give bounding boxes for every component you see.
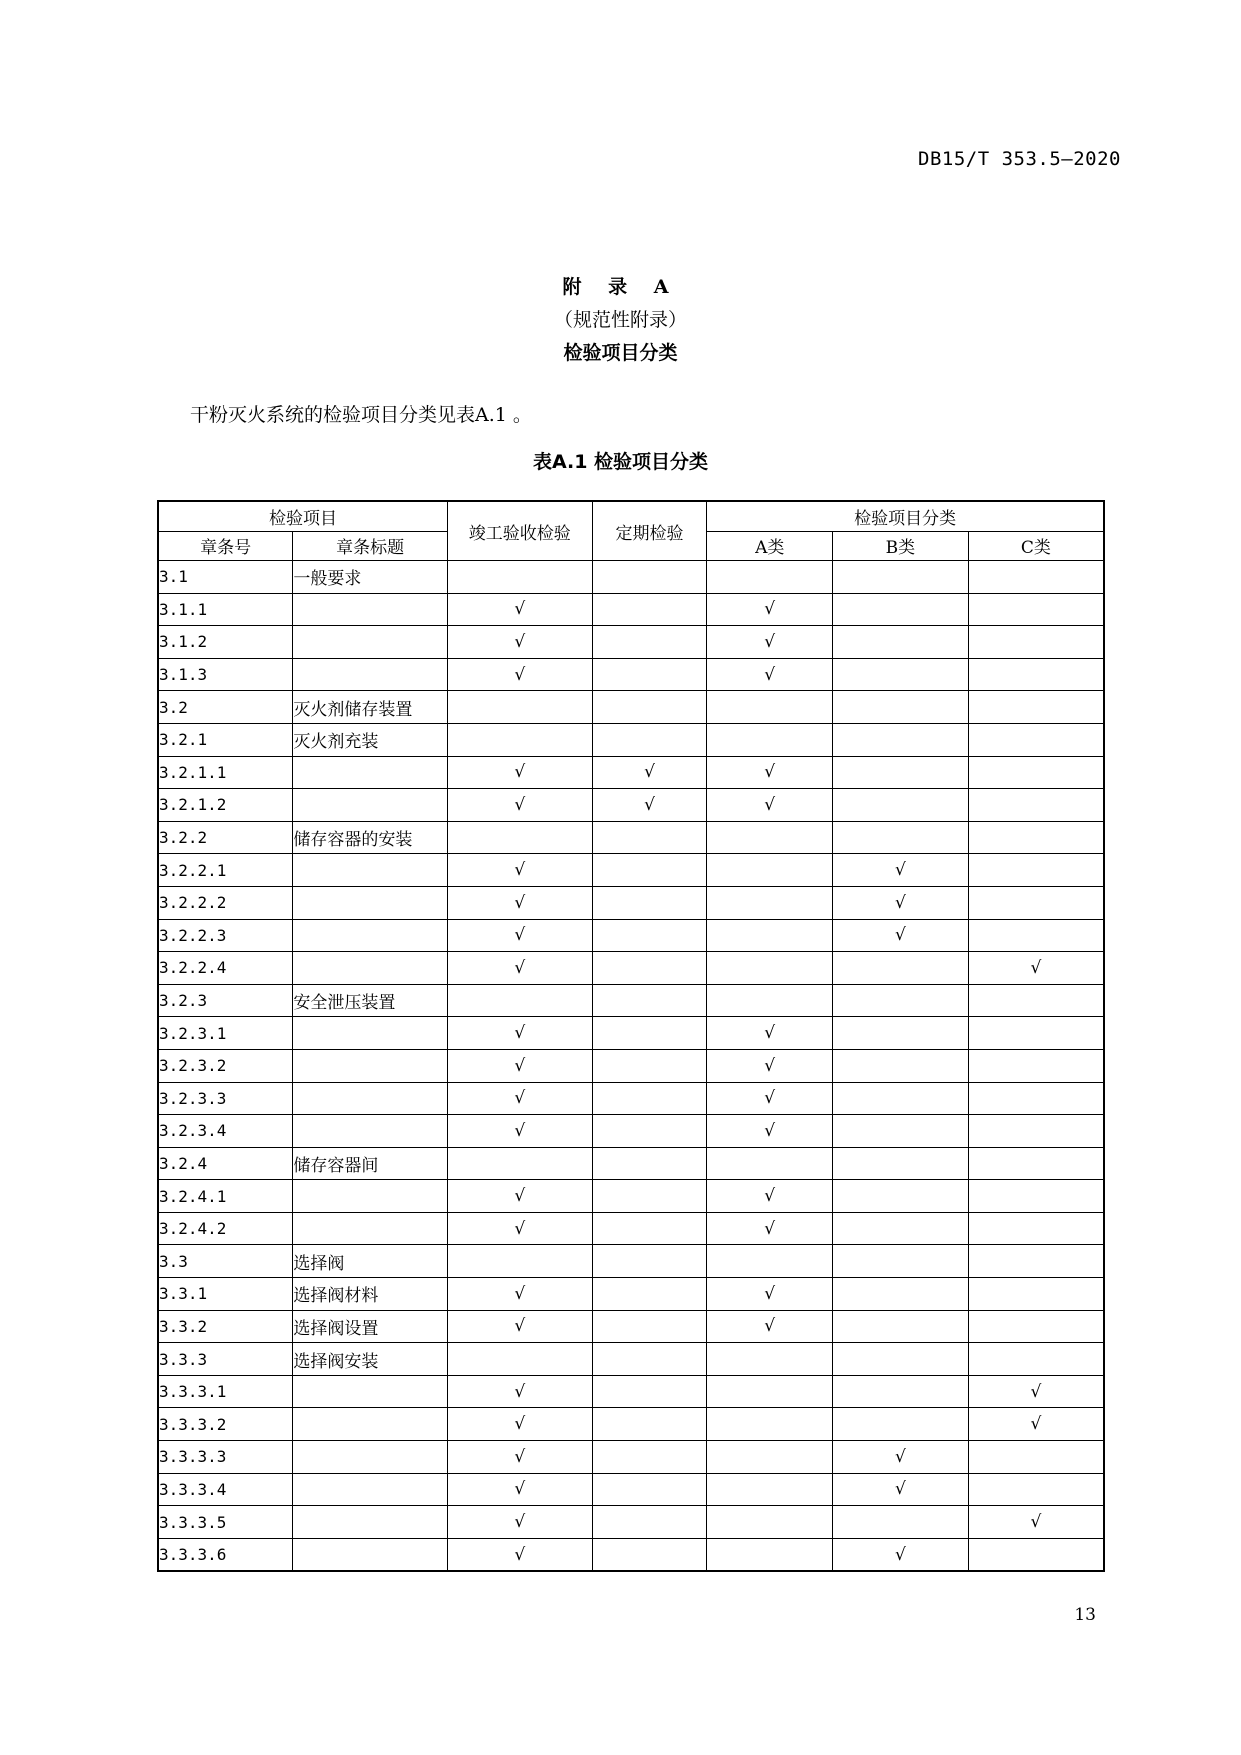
chapter-number-cell: 3.3.3.3: [158, 1441, 293, 1474]
chapter-number-cell: 3.2: [158, 691, 293, 724]
class-b-check-cell: [833, 789, 969, 822]
class-b-check-cell: [833, 1115, 969, 1148]
chapter-title-cell: 储存容器间: [293, 1147, 448, 1180]
completion-check-cell: [447, 561, 592, 594]
class-c-check-cell: [968, 1115, 1104, 1148]
completion-check-cell: √: [447, 658, 592, 691]
class-b-check-cell: [833, 756, 969, 789]
class-c-check-cell: [968, 821, 1104, 854]
class-b-check-cell: [833, 952, 969, 985]
table-row: [158, 789, 1104, 822]
class-a-check-cell: [707, 1506, 833, 1539]
table-row: [158, 952, 1104, 985]
periodic-check-cell: [592, 1441, 707, 1474]
chapter-number-cell: 3.2.1.1: [158, 756, 293, 789]
table-row: [158, 1017, 1104, 1050]
table-row: [158, 1245, 1104, 1278]
completion-check-cell: √: [447, 756, 592, 789]
periodic-check-cell: [592, 658, 707, 691]
table-row: [158, 1441, 1104, 1474]
periodic-check-cell: [592, 626, 707, 659]
class-b-check-cell: √: [833, 919, 969, 952]
table-row: [158, 1180, 1104, 1213]
class-a-check-cell: [707, 952, 833, 985]
class-c-check-cell: [968, 1147, 1104, 1180]
table-row: [158, 854, 1104, 887]
inspection-classification-table: [157, 500, 1105, 1572]
chapter-number-cell: 3.2.1.2: [158, 789, 293, 822]
completion-check-cell: [447, 821, 592, 854]
table-row: [158, 886, 1104, 919]
class-b-check-cell: [833, 723, 969, 756]
header-class-b: B类: [833, 531, 969, 561]
completion-check-cell: √: [447, 1441, 592, 1474]
class-a-check-cell: [707, 1473, 833, 1506]
completion-check-cell: √: [447, 886, 592, 919]
completion-check-cell: [447, 691, 592, 724]
class-b-check-cell: [833, 1212, 969, 1245]
header-chapter-title: 章条标题: [293, 531, 448, 561]
periodic-check-cell: [592, 1180, 707, 1213]
class-c-check-cell: [968, 626, 1104, 659]
class-a-check-cell: [707, 886, 833, 919]
class-a-check-cell: √: [707, 1082, 833, 1115]
class-a-check-cell: [707, 1147, 833, 1180]
completion-check-cell: √: [447, 854, 592, 887]
class-c-check-cell: [968, 691, 1104, 724]
completion-check-cell: √: [447, 789, 592, 822]
class-b-check-cell: [833, 626, 969, 659]
table-row: [158, 658, 1104, 691]
completion-check-cell: √: [447, 1180, 592, 1213]
class-c-check-cell: √: [968, 1408, 1104, 1441]
table-row: [158, 1082, 1104, 1115]
chapter-number-cell: 3.2.2.3: [158, 919, 293, 952]
page-number: 13: [1074, 1605, 1096, 1625]
periodic-check-cell: [592, 1082, 707, 1115]
chapter-number-cell: 3.2.3.3: [158, 1082, 293, 1115]
class-c-check-cell: [968, 756, 1104, 789]
class-c-check-cell: [968, 1441, 1104, 1474]
completion-check-cell: √: [447, 1538, 592, 1571]
class-b-check-cell: [833, 1343, 969, 1376]
class-b-check-cell: √: [833, 1538, 969, 1571]
completion-check-cell: √: [447, 919, 592, 952]
class-b-check-cell: [833, 1049, 969, 1082]
class-a-check-cell: [707, 1408, 833, 1441]
class-b-check-cell: [833, 821, 969, 854]
periodic-check-cell: [592, 691, 707, 724]
periodic-check-cell: [592, 593, 707, 626]
class-c-check-cell: [968, 984, 1104, 1017]
header-item-classification: 检验项目分类: [707, 501, 1104, 531]
chapter-title-cell: 选择阀安装: [293, 1343, 448, 1376]
class-b-check-cell: [833, 1278, 969, 1311]
header-class-c: C类: [968, 531, 1104, 561]
completion-check-cell: [447, 1245, 592, 1278]
chapter-title-cell: [293, 1180, 448, 1213]
table-caption: 表A.1 检验项目分类: [532, 451, 709, 473]
completion-check-cell: [447, 1147, 592, 1180]
table-row: [158, 1278, 1104, 1311]
chapter-title-cell: 灭火剂充装: [293, 723, 448, 756]
periodic-check-cell: √: [592, 756, 707, 789]
chapter-number-cell: 3.2.4: [158, 1147, 293, 1180]
class-b-check-cell: [833, 691, 969, 724]
chapter-title-cell: 选择阀: [293, 1245, 448, 1278]
class-a-check-cell: √: [707, 1017, 833, 1050]
chapter-title-cell: [293, 1473, 448, 1506]
chapter-number-cell: 3.2.3.4: [158, 1115, 293, 1148]
class-c-check-cell: [968, 561, 1104, 594]
table-row: [158, 821, 1104, 854]
appendix-heading: 检验项目分类: [563, 342, 678, 364]
completion-check-cell: [447, 1343, 592, 1376]
class-a-check-cell: √: [707, 756, 833, 789]
chapter-title-cell: [293, 1441, 448, 1474]
class-a-check-cell: [707, 854, 833, 887]
periodic-check-cell: [592, 1538, 707, 1571]
class-c-check-cell: [968, 1017, 1104, 1050]
chapter-title-cell: 储存容器的安装: [293, 821, 448, 854]
periodic-check-cell: [592, 1506, 707, 1539]
class-b-check-cell: [833, 1375, 969, 1408]
class-a-check-cell: √: [707, 626, 833, 659]
periodic-check-cell: [592, 1310, 707, 1343]
appendix-title: 附 录 A: [562, 276, 679, 298]
periodic-check-cell: [592, 1473, 707, 1506]
chapter-title-cell: [293, 1049, 448, 1082]
class-c-check-cell: [968, 919, 1104, 952]
chapter-number-cell: 3.1.1: [158, 593, 293, 626]
appendix-subtitle: （规范性附录）: [553, 309, 687, 331]
chapter-number-cell: 3.3.3.5: [158, 1506, 293, 1539]
table-row: [158, 1506, 1104, 1539]
completion-check-cell: √: [447, 1473, 592, 1506]
periodic-check-cell: [592, 1408, 707, 1441]
class-a-check-cell: [707, 821, 833, 854]
completion-check-cell: √: [447, 1212, 592, 1245]
chapter-title-cell: [293, 1017, 448, 1050]
class-a-check-cell: [707, 919, 833, 952]
chapter-title-cell: [293, 658, 448, 691]
chapter-number-cell: 3.3.3: [158, 1343, 293, 1376]
class-a-check-cell: √: [707, 789, 833, 822]
chapter-number-cell: 3.2.4.2: [158, 1212, 293, 1245]
class-b-check-cell: [833, 984, 969, 1017]
chapter-title-cell: [293, 789, 448, 822]
class-b-check-cell: [833, 1310, 969, 1343]
table-body: [158, 561, 1104, 1572]
table-row: [158, 756, 1104, 789]
header-chapter-number: 章条号: [158, 531, 293, 561]
periodic-check-cell: [592, 821, 707, 854]
chapter-title-cell: 灭火剂储存装置: [293, 691, 448, 724]
completion-check-cell: √: [447, 1278, 592, 1311]
table-row: [158, 561, 1104, 594]
chapter-number-cell: 3.3.3.6: [158, 1538, 293, 1571]
class-c-check-cell: [968, 1082, 1104, 1115]
table-row: [158, 984, 1104, 1017]
class-a-check-cell: √: [707, 1180, 833, 1213]
chapter-number-cell: 3.3.1: [158, 1278, 293, 1311]
chapter-title-cell: 选择阀材料: [293, 1278, 448, 1311]
class-b-check-cell: [833, 1408, 969, 1441]
chapter-number-cell: 3.1: [158, 561, 293, 594]
header-inspection-item: 检验项目: [158, 501, 447, 531]
chapter-number-cell: 3.3.3.2: [158, 1408, 293, 1441]
chapter-number-cell: 3.2.2: [158, 821, 293, 854]
class-a-check-cell: √: [707, 593, 833, 626]
class-c-check-cell: [968, 886, 1104, 919]
class-c-check-cell: [968, 1049, 1104, 1082]
periodic-check-cell: [592, 1245, 707, 1278]
chapter-title-cell: [293, 952, 448, 985]
chapter-title-cell: 一般要求: [293, 561, 448, 594]
class-a-check-cell: √: [707, 1278, 833, 1311]
periodic-check-cell: [592, 952, 707, 985]
completion-check-cell: √: [447, 952, 592, 985]
table-row: [158, 1147, 1104, 1180]
class-c-check-cell: [968, 854, 1104, 887]
completion-check-cell: √: [447, 593, 592, 626]
chapter-number-cell: 3.3.3.1: [158, 1375, 293, 1408]
chapter-number-cell: 3.2.3.1: [158, 1017, 293, 1050]
class-c-check-cell: √: [968, 1375, 1104, 1408]
class-b-check-cell: [833, 1082, 969, 1115]
chapter-title-cell: 选择阀设置: [293, 1310, 448, 1343]
class-a-check-cell: [707, 691, 833, 724]
periodic-check-cell: [592, 1049, 707, 1082]
completion-check-cell: √: [447, 1082, 592, 1115]
class-b-check-cell: [833, 561, 969, 594]
table-row: [158, 723, 1104, 756]
completion-check-cell: √: [447, 1375, 592, 1408]
chapter-title-cell: [293, 886, 448, 919]
chapter-number-cell: 3.2.4.1: [158, 1180, 293, 1213]
class-b-check-cell: √: [833, 1441, 969, 1474]
class-a-check-cell: √: [707, 658, 833, 691]
chapter-title-cell: [293, 1538, 448, 1571]
chapter-number-cell: 3.2.2.2: [158, 886, 293, 919]
table-row: [158, 1408, 1104, 1441]
standard-code: DB15/T 353.5—2020: [918, 148, 1121, 170]
class-b-check-cell: √: [833, 1473, 969, 1506]
class-c-check-cell: √: [968, 952, 1104, 985]
table-row: [158, 626, 1104, 659]
periodic-check-cell: [592, 1212, 707, 1245]
class-a-check-cell: [707, 561, 833, 594]
chapter-number-cell: 3.2.3.2: [158, 1049, 293, 1082]
class-a-check-cell: [707, 1343, 833, 1376]
class-b-check-cell: [833, 1147, 969, 1180]
class-a-check-cell: √: [707, 1310, 833, 1343]
completion-check-cell: √: [447, 1115, 592, 1148]
periodic-check-cell: [592, 561, 707, 594]
table-row: [158, 1310, 1104, 1343]
periodic-check-cell: [592, 1147, 707, 1180]
table-row: [158, 1115, 1104, 1148]
periodic-check-cell: √: [592, 789, 707, 822]
table-row: [158, 1538, 1104, 1571]
class-a-check-cell: [707, 1538, 833, 1571]
chapter-number-cell: 3.3.3.4: [158, 1473, 293, 1506]
class-a-check-cell: √: [707, 1049, 833, 1082]
chapter-number-cell: 3.1.2: [158, 626, 293, 659]
table-row: [158, 593, 1104, 626]
class-c-check-cell: [968, 1245, 1104, 1278]
class-b-check-cell: [833, 658, 969, 691]
periodic-check-cell: [592, 886, 707, 919]
chapter-number-cell: 3.2.3: [158, 984, 293, 1017]
table-row: [158, 1049, 1104, 1082]
class-c-check-cell: [968, 1180, 1104, 1213]
completion-check-cell: [447, 723, 592, 756]
chapter-number-cell: 3.2.1: [158, 723, 293, 756]
periodic-check-cell: [592, 854, 707, 887]
class-c-check-cell: [968, 1538, 1104, 1571]
chapter-title-cell: [293, 1082, 448, 1115]
chapter-title-cell: [293, 1408, 448, 1441]
chapter-number-cell: 3.1.3: [158, 658, 293, 691]
intro-paragraph: 干粉灭火系统的检验项目分类见表A.1 。: [190, 404, 532, 426]
chapter-title-cell: [293, 1115, 448, 1148]
table-row: [158, 1343, 1104, 1376]
class-b-check-cell: [833, 1506, 969, 1539]
table-row: [158, 1473, 1104, 1506]
class-c-check-cell: [968, 1278, 1104, 1311]
periodic-check-cell: [592, 1375, 707, 1408]
chapter-title-cell: 安全泄压装置: [293, 984, 448, 1017]
class-a-check-cell: [707, 723, 833, 756]
class-c-check-cell: [968, 1343, 1104, 1376]
chapter-number-cell: 3.2.2.4: [158, 952, 293, 985]
completion-check-cell: [447, 984, 592, 1017]
table-row: [158, 1375, 1104, 1408]
periodic-check-cell: [592, 1115, 707, 1148]
periodic-check-cell: [592, 984, 707, 1017]
chapter-title-cell: [293, 1506, 448, 1539]
completion-check-cell: √: [447, 1310, 592, 1343]
periodic-check-cell: [592, 919, 707, 952]
chapter-title-cell: [293, 919, 448, 952]
completion-check-cell: √: [447, 626, 592, 659]
class-b-check-cell: [833, 1017, 969, 1050]
class-b-check-cell: [833, 1245, 969, 1278]
header-completion-inspection: 竣工验收检验: [447, 501, 592, 561]
completion-check-cell: √: [447, 1408, 592, 1441]
completion-check-cell: √: [447, 1049, 592, 1082]
class-c-check-cell: [968, 593, 1104, 626]
class-a-check-cell: [707, 1245, 833, 1278]
class-c-check-cell: [968, 658, 1104, 691]
chapter-title-cell: [293, 593, 448, 626]
chapter-number-cell: 3.3.2: [158, 1310, 293, 1343]
class-a-check-cell: [707, 984, 833, 1017]
periodic-check-cell: [592, 1278, 707, 1311]
chapter-title-cell: [293, 854, 448, 887]
periodic-check-cell: [592, 723, 707, 756]
chapter-title-cell: [293, 626, 448, 659]
class-c-check-cell: [968, 1473, 1104, 1506]
class-c-check-cell: √: [968, 1506, 1104, 1539]
class-b-check-cell: [833, 593, 969, 626]
class-c-check-cell: [968, 1310, 1104, 1343]
class-c-check-cell: [968, 789, 1104, 822]
completion-check-cell: √: [447, 1506, 592, 1539]
chapter-number-cell: 3.2.2.1: [158, 854, 293, 887]
class-c-check-cell: [968, 1212, 1104, 1245]
chapter-title-cell: [293, 1212, 448, 1245]
table-row: [158, 1212, 1104, 1245]
header-class-a: A类: [707, 531, 833, 561]
class-b-check-cell: √: [833, 854, 969, 887]
periodic-check-cell: [592, 1017, 707, 1050]
class-b-check-cell: √: [833, 886, 969, 919]
completion-check-cell: √: [447, 1017, 592, 1050]
table-row: [158, 691, 1104, 724]
class-a-check-cell: [707, 1375, 833, 1408]
periodic-check-cell: [592, 1343, 707, 1376]
class-a-check-cell: √: [707, 1212, 833, 1245]
class-b-check-cell: [833, 1180, 969, 1213]
class-c-check-cell: [968, 723, 1104, 756]
class-a-check-cell: [707, 1441, 833, 1474]
table-row: [158, 919, 1104, 952]
class-a-check-cell: √: [707, 1115, 833, 1148]
chapter-title-cell: [293, 1375, 448, 1408]
header-periodic-inspection: 定期检验: [592, 501, 707, 561]
chapter-title-cell: [293, 756, 448, 789]
chapter-number-cell: 3.3: [158, 1245, 293, 1278]
